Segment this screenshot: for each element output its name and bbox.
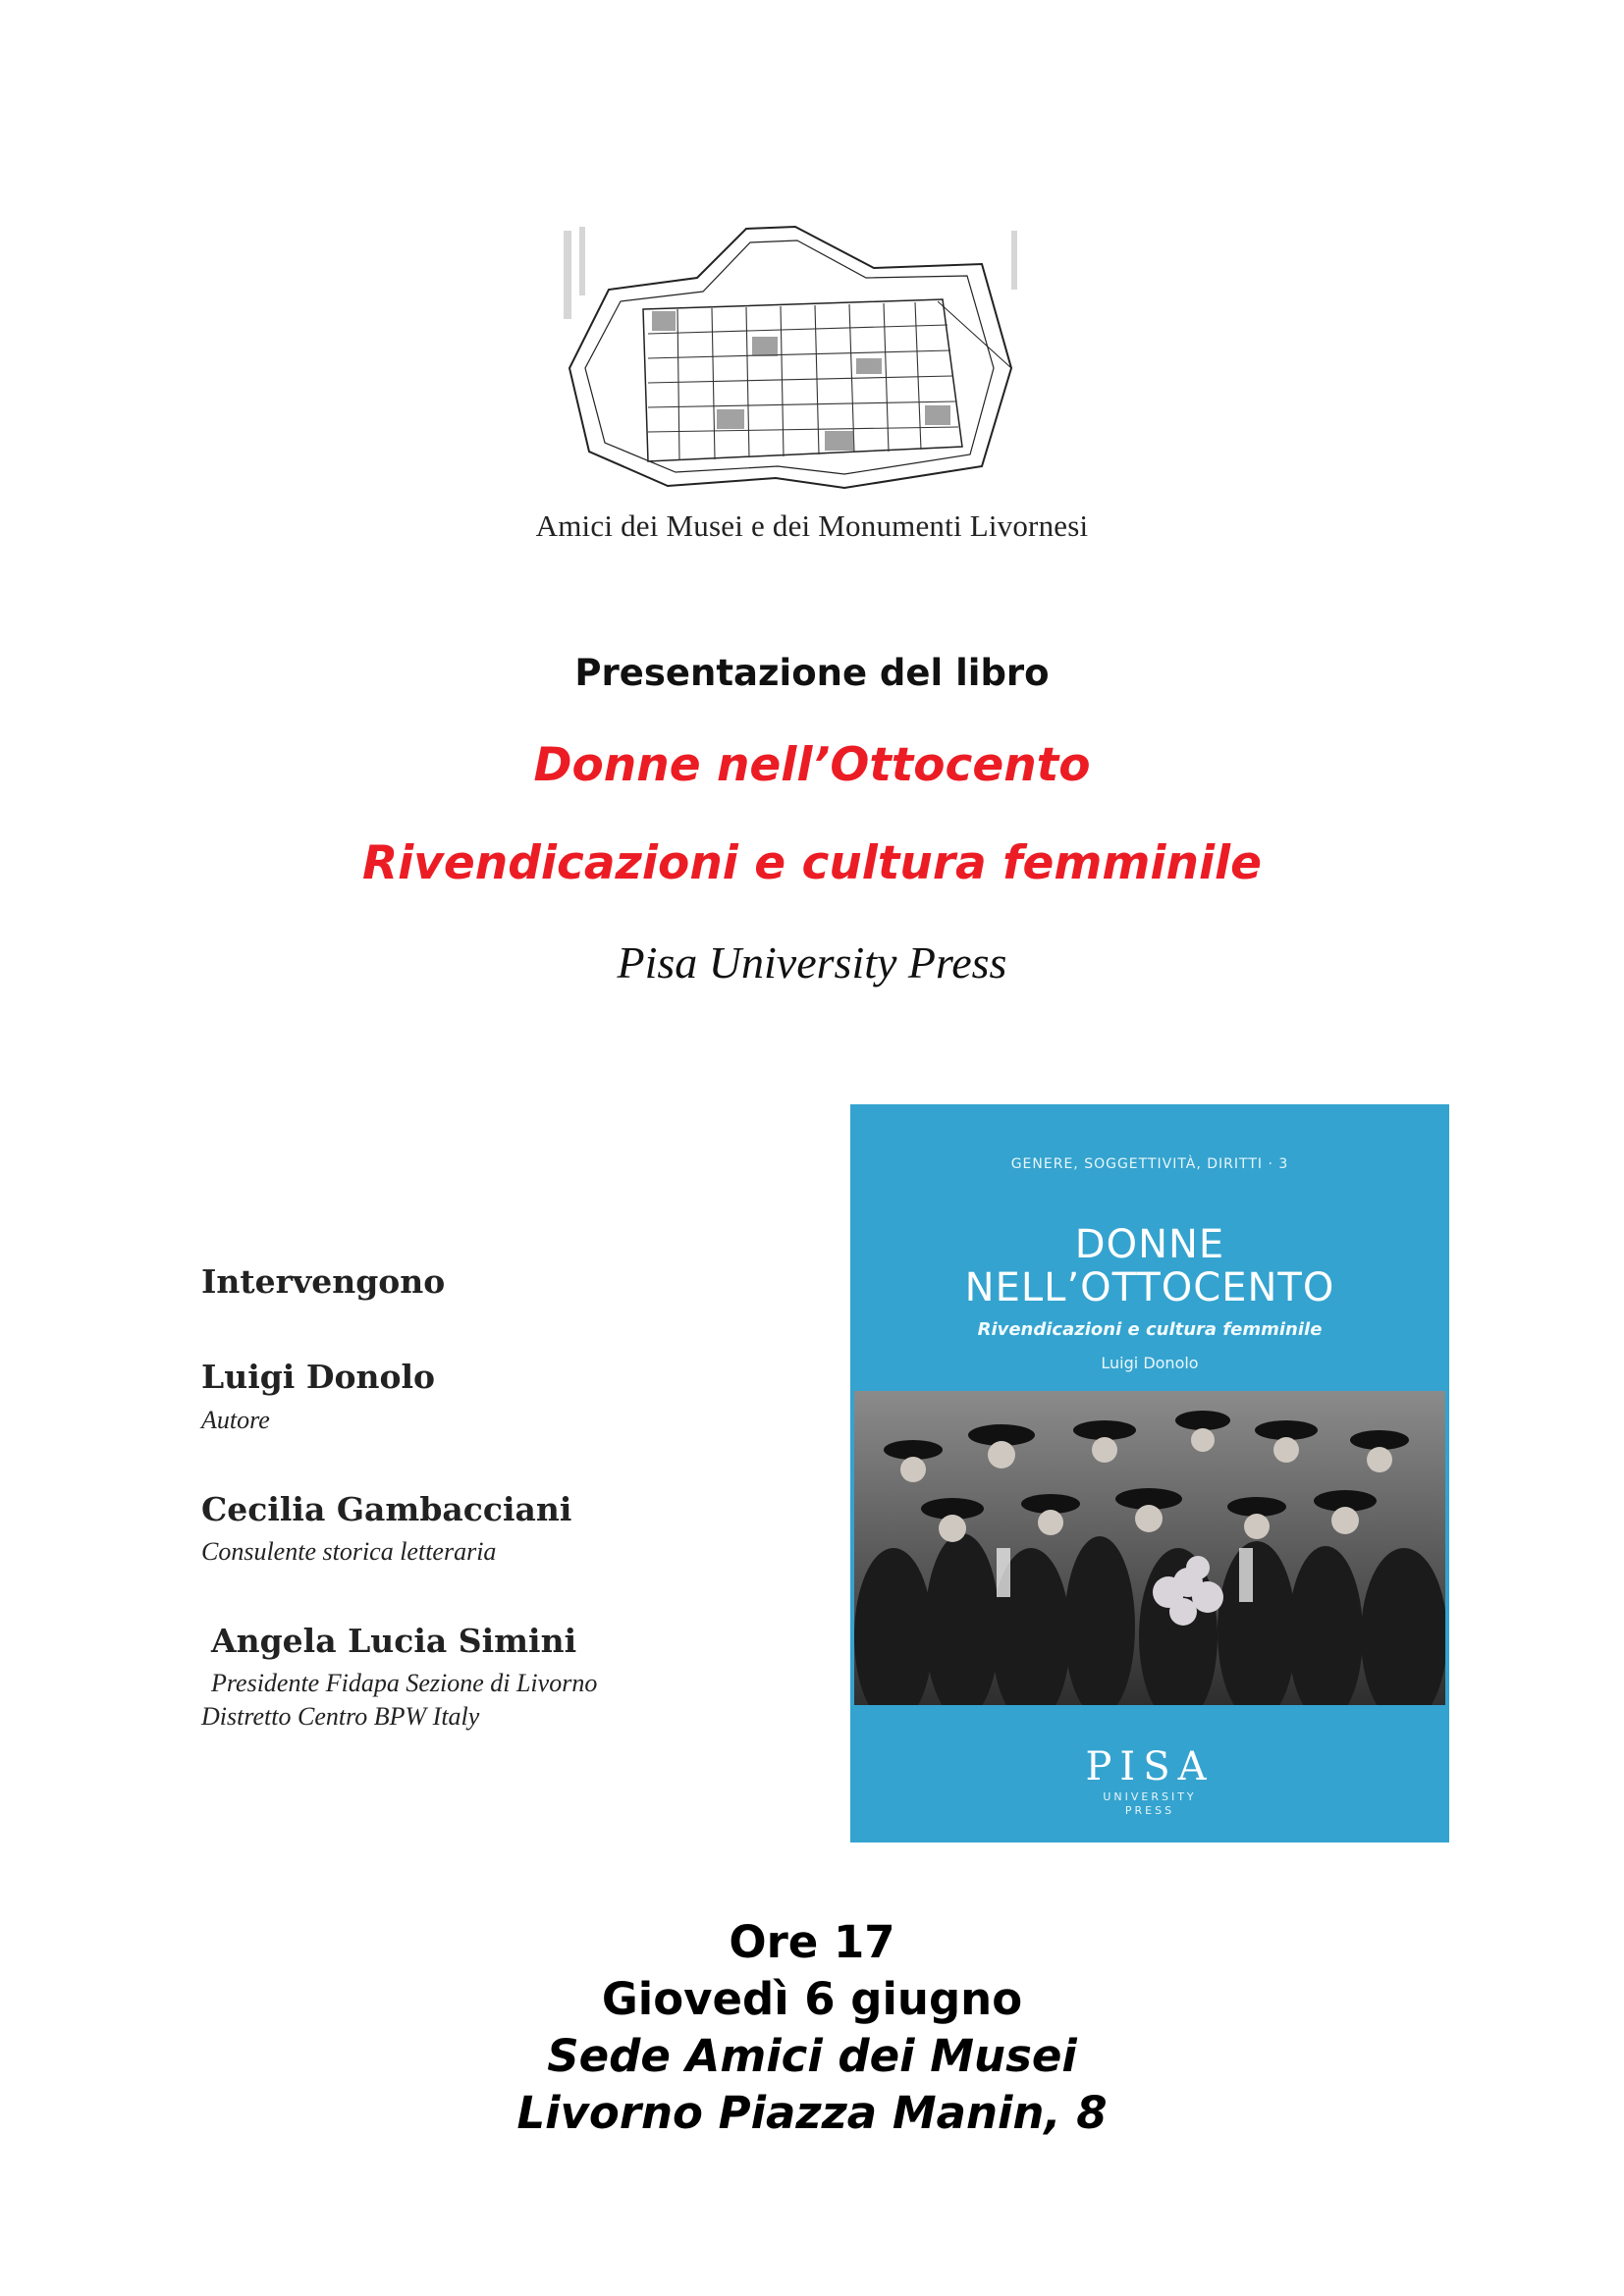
event-time: Ore 17 <box>729 1916 895 1968</box>
speaker-name: Angela Lucia Simini <box>211 1622 577 1660</box>
book-cover-author: Luigi Donolo <box>1101 1354 1199 1372</box>
book-cover-title: NELL’OTTOCENTO <box>964 1265 1335 1310</box>
book-cover-subtitle: Rivendicazioni e cultura femminile <box>977 1319 1323 1340</box>
publisher-name: Pisa University Press <box>617 937 1007 988</box>
event-address: Livorno Piazza Manin, 8 <box>516 2087 1108 2139</box>
event-venue: Sede Amici dei Musei <box>547 2030 1077 2082</box>
speaker-name: Cecilia Gambacciani <box>201 1490 572 1528</box>
book-cover-image <box>850 1104 1449 1842</box>
press-logo-subtitle <box>850 1790 1449 1818</box>
speakers-heading: Intervengono <box>201 1262 446 1301</box>
book-title: Donne nell’Ottocento <box>533 738 1091 792</box>
speaker-role-line2: Distretto Centro BPW Italy <box>201 1702 480 1731</box>
speaker-role: Consulente storica letteraria <box>201 1537 497 1566</box>
event-date: Giovedì 6 giugno <box>601 1973 1023 2025</box>
organization-name: Amici dei Musei e dei Monumenti Livornesi <box>535 508 1089 543</box>
speaker-name: Luigi Donolo <box>201 1358 436 1396</box>
press-sub-line: UNIVERSITY <box>1103 1790 1197 1803</box>
book-series: GENERE, SOGGETTIVITÀ, DIRITTI · 3 <box>1010 1156 1289 1172</box>
press-logo: PISA <box>1085 1744 1215 1789</box>
book-cover-title: DONNE <box>1074 1222 1225 1267</box>
speaker-role: Autore <box>201 1406 270 1434</box>
press-sub-line: PRESS <box>1124 1804 1175 1817</box>
group-photo-icon <box>854 1391 1445 1705</box>
book-subtitle: Rivendicazioni e cultura femminile <box>361 836 1263 890</box>
speaker-role: Presidente Fidapa Sezione di Livorno <box>211 1669 598 1697</box>
fortress-map-icon <box>550 221 1041 496</box>
presentation-kicker: Presentazione del libro <box>574 652 1050 694</box>
